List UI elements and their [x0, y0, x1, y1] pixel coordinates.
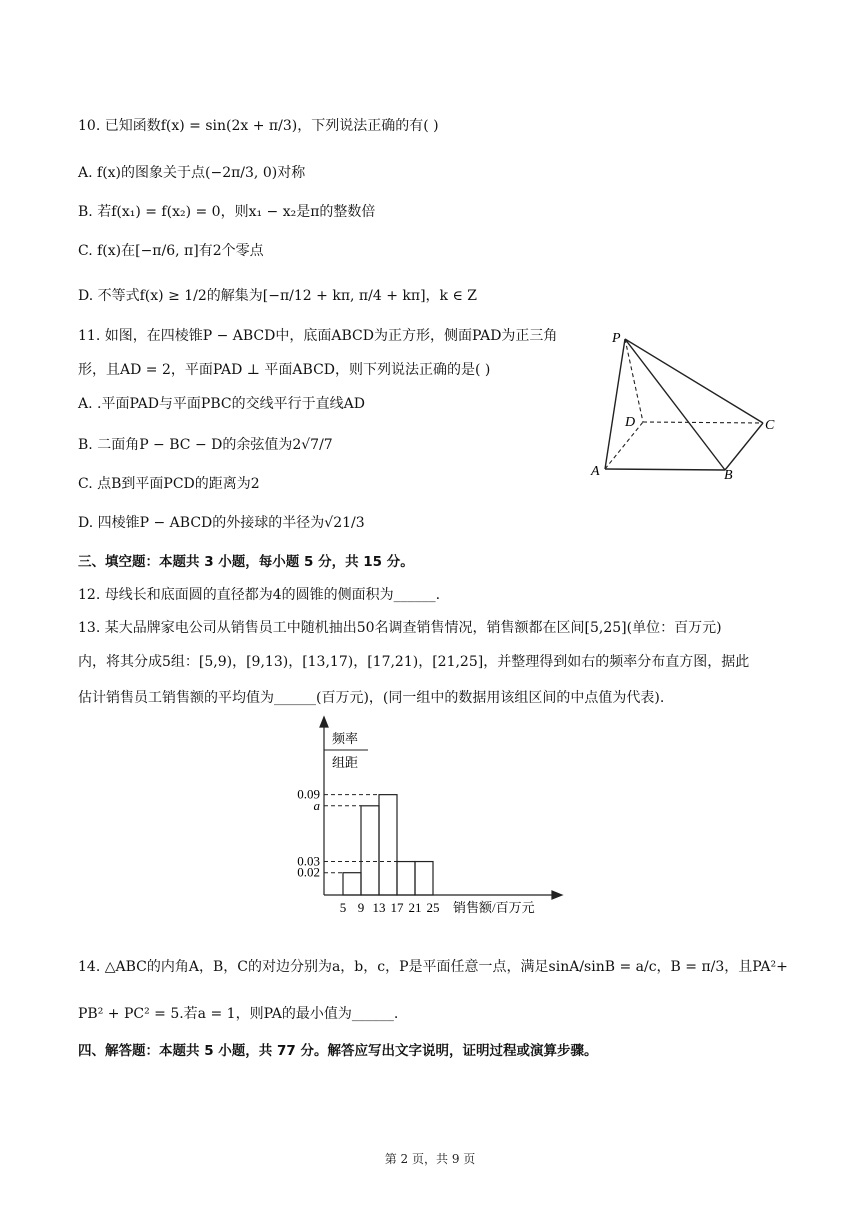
q14-line1: 14. △ABC的内角A，B，C的对边分别为a，b，c，P是平面任意一点，满足sinA/sinB = a/c，B = π/3，且PA²+	[78, 959, 788, 975]
q10-stem: 10. 已知函数f(x) = sin(2x + π/3)，下列说法正确的有( )	[78, 118, 439, 134]
edge-pa	[605, 339, 625, 469]
q14-line2: PB² + PC² = 5.若a = 1，则PA的最小值为______.	[78, 1006, 399, 1022]
edge-ab	[605, 469, 725, 470]
edge-dc	[643, 422, 763, 423]
edge-pb	[625, 339, 725, 470]
y-tick-label: 0.09	[297, 786, 320, 802]
edge-bc	[725, 423, 763, 470]
y-tick-label: 0.02	[297, 864, 320, 880]
vertex-label-b: B	[724, 468, 733, 483]
q10-option-c: C. f(x)在[−π/6, π]有2个零点	[78, 243, 264, 259]
x-tick-label: 17	[390, 900, 404, 915]
q10-option-d: D. 不等式f(x) ≥ 1/2的解集为[−π/12 + kπ, π/4 + kπ]，k ∈ Z	[78, 288, 478, 304]
edge-pc	[625, 339, 763, 423]
q11-option-a: A. .平面PAD与平面PBC的交线平行于直线AD	[78, 396, 365, 412]
y-label-top: 频率	[332, 731, 359, 746]
q11-option-d: D. 四棱锥P − ABCD的外接球的半径为√21/3	[78, 515, 365, 531]
x-tick-label: 25	[426, 900, 440, 915]
q10-option-b: B. 若f(x₁) = f(x₂) = 0，则x₁ − x₂是π的整数倍	[78, 204, 376, 220]
histogram-bar	[397, 862, 415, 895]
histogram-bar	[361, 806, 379, 895]
histogram-bar	[343, 873, 361, 895]
q11-option-b: B. 二面角P − BC − D的余弦值为2√7/7	[78, 437, 333, 453]
q12-text: 12. 母线长和底面圆的直径都为4的圆锥的侧面积为______.	[78, 587, 441, 603]
q13-line3: 估计销售员工销售额的平均值为______(百万元)，(同一组中的数据用该组区间的中点值为代表).	[78, 690, 665, 706]
pyramid-figure	[585, 325, 785, 490]
x-tick-label: 9	[357, 900, 365, 915]
vertex-label-p: P	[612, 331, 621, 346]
y-label-bottom: 组距	[332, 755, 359, 770]
vertex-label-c: C	[765, 418, 775, 433]
x-tick-label: 13	[372, 900, 386, 915]
q11-stem-line2: 形，且AD = 2，平面PAD ⊥ 平面ABCD，则下列说法正确的是( )	[78, 362, 491, 378]
vertex-label-d: D	[625, 415, 636, 430]
y-tick-label: 0.03	[297, 853, 320, 869]
section4-heading: 四、解答题：本题共 5 小题，共 77 分。解答应写出文字说明，证明过程或演算步骤。	[78, 1043, 598, 1059]
page-footer: 第 2 页，共 9 页	[384, 1152, 476, 1166]
x-tick-label: 21	[408, 900, 422, 915]
y-tick-label: a	[313, 797, 320, 813]
q13-line1: 13. 某大品牌家电公司从销售员工中随机抽出50名调查销售情况，销售额都在区间[5,25](单位：百万元)	[78, 620, 722, 636]
q13-line2: 内，将其分成5组：[5,9)，[9,13)，[13,17)，[17,21)，[21,25]，并整理得到如右的频率分布直方图，据此	[78, 654, 750, 670]
q10-option-a: A. f(x)的图象关于点(−2π/3, 0)对称	[78, 165, 306, 181]
vertex-label-a: A	[591, 464, 600, 479]
q11-option-c: C. 点B到平面PCD的距离为2	[78, 476, 260, 492]
section3-heading: 三、填空题：本题共 3 小题，每小题 5 分，共 15 分。	[78, 554, 414, 570]
q11-stem-line1: 11. 如图，在四棱锥P − ABCD中，底面ABCD为正方形，侧面PAD为正三角	[78, 328, 558, 344]
frequency-histogram	[290, 715, 570, 920]
x-axis-label: 销售额/百万元	[453, 900, 535, 915]
x-tick-label: 5	[339, 900, 347, 915]
histogram-bar	[415, 862, 433, 895]
histogram-bar	[379, 795, 397, 895]
